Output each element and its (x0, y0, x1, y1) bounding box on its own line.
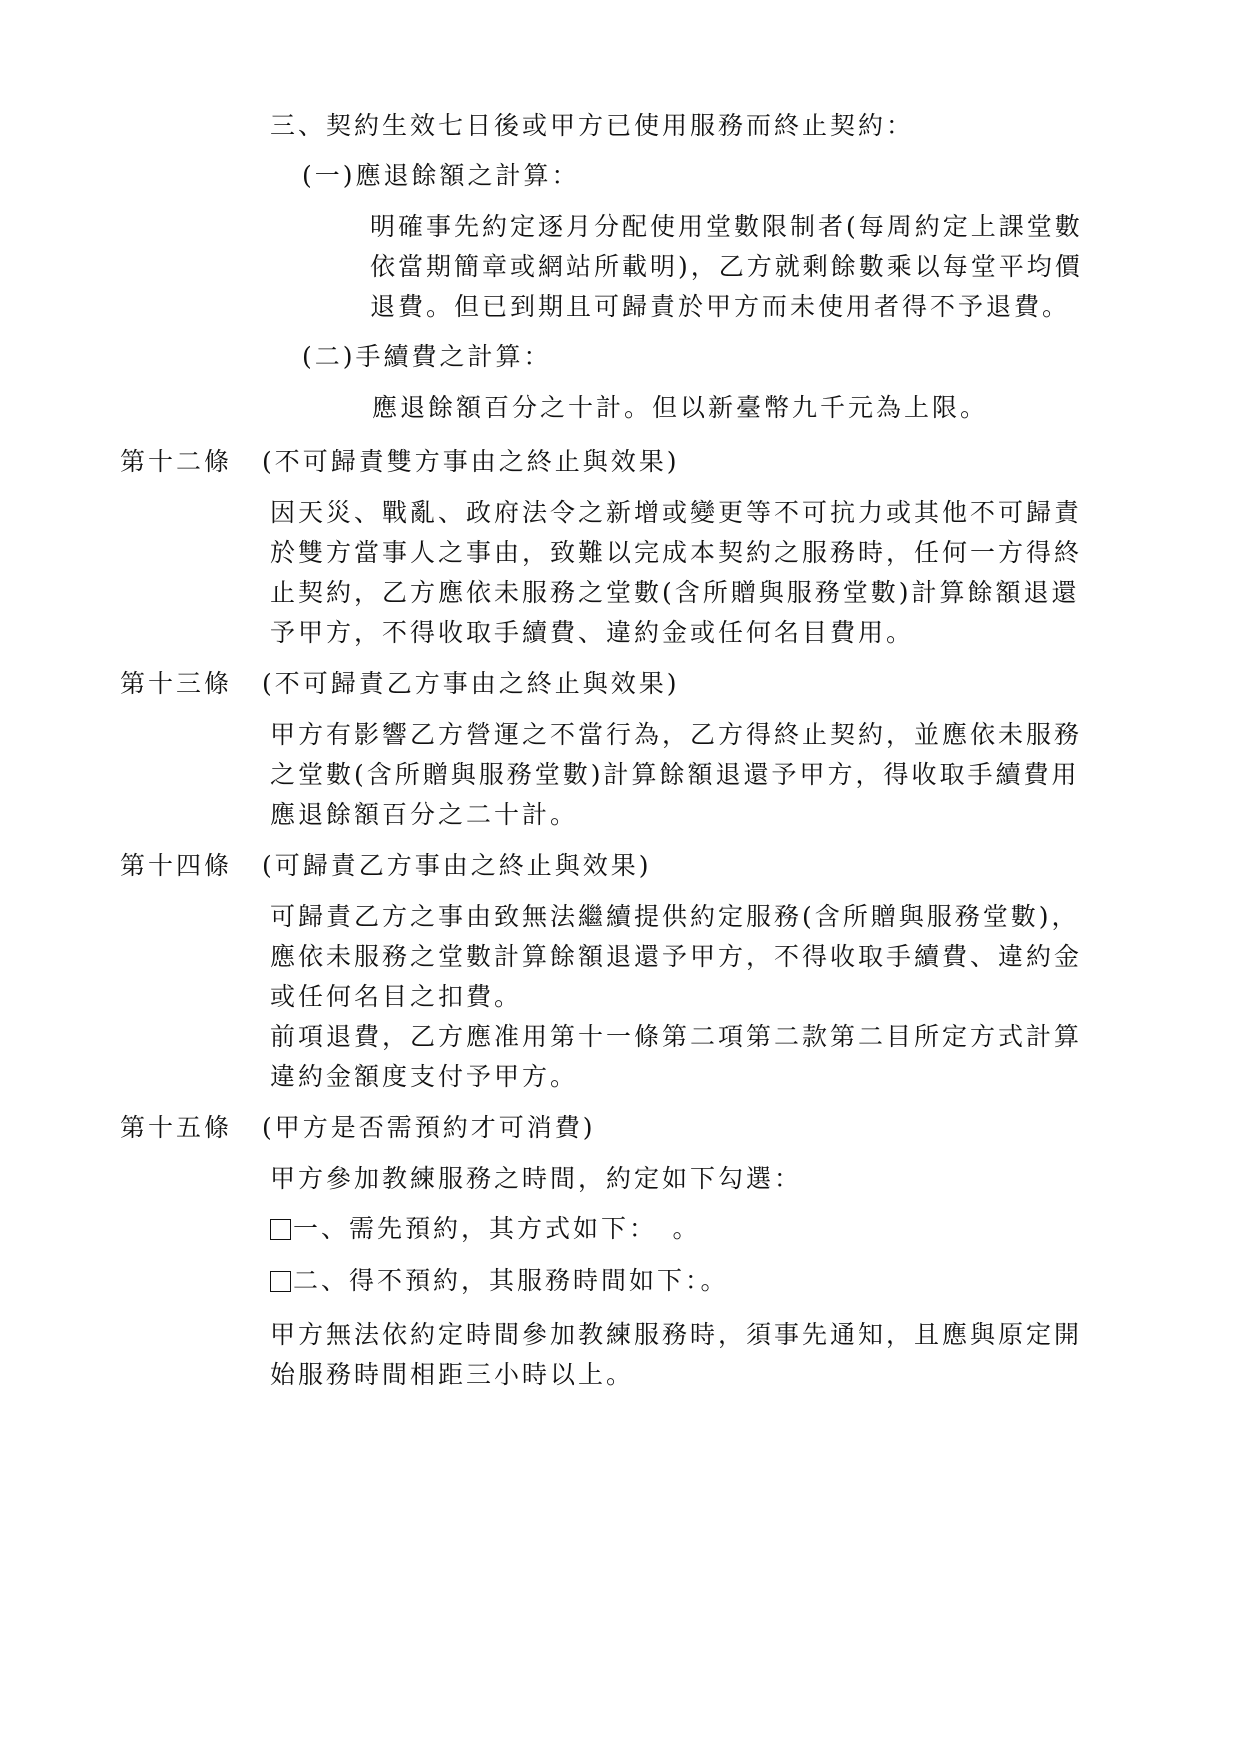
article-heading (120, 449, 680, 474)
article-title: (不可歸責雙方事由之終止與效果) (262, 447, 680, 476)
option-label: 一、需先預約，其方式如下： 。 (293, 1214, 701, 1243)
paragraph-line: 可歸責乙方之事由致無法繼續提供約定服務(含所贈與服務堂數)， (270, 902, 1080, 931)
article-heading (120, 671, 680, 696)
article-title: (甲方是否需預約才可消費) (262, 1113, 596, 1142)
paragraph-line: 應依未服務之堂數計算餘額退還予甲方，不得收取手續費、違約金 (270, 942, 1083, 971)
section-heading: 三、契約生效七日後或甲方已使用服務而終止契約： (270, 111, 915, 140)
article-number: 第十三條 (120, 669, 233, 698)
article-heading (120, 853, 652, 878)
paragraph-line: 退費。但已到期且可歸責於甲方而未使用者得不予退費。 (370, 292, 1071, 321)
article-number: 第十四條 (120, 851, 233, 880)
checkbox[interactable] (270, 1219, 291, 1240)
paragraph-line: 依當期簡章或網站所載明)，乙方就剩餘數乘以每堂平均價 (370, 252, 1083, 281)
option-item (270, 1216, 701, 1241)
paragraph-line: 始服務時間相距三小時以上。 (270, 1360, 635, 1389)
checkbox[interactable] (270, 1271, 291, 1292)
paragraph-line: 前項退費，乙方應准用第十一條第二項第二款第二目所定方式計算 (270, 1022, 1083, 1051)
paragraph-line: 甲方有影響乙方營運之不當行為，乙方得終止契約，並應依未服務 (270, 720, 1083, 749)
paragraph-line: 明確事先約定逐月分配使用堂數限制者(每周約定上課堂數 (370, 212, 1083, 241)
paragraph-line: 應退餘額百分之二十計。 (270, 800, 579, 829)
paragraph-line: 於雙方當事人之事由，致難以完成本契約之服務時，任何一方得終 (270, 538, 1083, 567)
article-number: 第十五條 (120, 1113, 233, 1142)
article-title: (不可歸責乙方事由之終止與效果) (262, 669, 680, 698)
article-title: (可歸責乙方事由之終止與效果) (262, 851, 652, 880)
paragraph-line: 應退餘額百分之十計。但以新臺幣九千元為上限。 (372, 393, 989, 422)
article-number: 第十二條 (120, 447, 233, 476)
subsection-heading: (二)手續費之計算： (302, 342, 552, 371)
paragraph-line: 予甲方，不得收取手續費、違約金或任何名目費用。 (270, 618, 915, 647)
option-item (270, 1268, 729, 1293)
paragraph-line: 甲方無法依約定時間參加教練服務時，須事先通知，且應與原定開 (270, 1320, 1083, 1349)
paragraph-line: 違約金額度支付予甲方。 (270, 1062, 579, 1091)
article-heading (120, 1115, 596, 1140)
option-label: 二、得不預約，其服務時間如下：。 (293, 1266, 729, 1295)
paragraph-line: 因天災、戰亂、政府法令之新增或變更等不可抗力或其他不可歸責 (270, 498, 1083, 527)
subsection-heading: (一)應退餘額之計算： (302, 161, 580, 190)
paragraph-line: 之堂數(含所贈與服務堂數)計算餘額退還予甲方，得收取手續費用 (270, 760, 1080, 789)
paragraph-line: 止契約，乙方應依未服務之堂數(含所贈與服務堂數)計算餘額退還 (270, 578, 1080, 607)
paragraph-line: 甲方參加教練服務之時間，約定如下勾選： (270, 1164, 803, 1193)
paragraph-line: 或任何名目之扣費。 (270, 982, 523, 1011)
